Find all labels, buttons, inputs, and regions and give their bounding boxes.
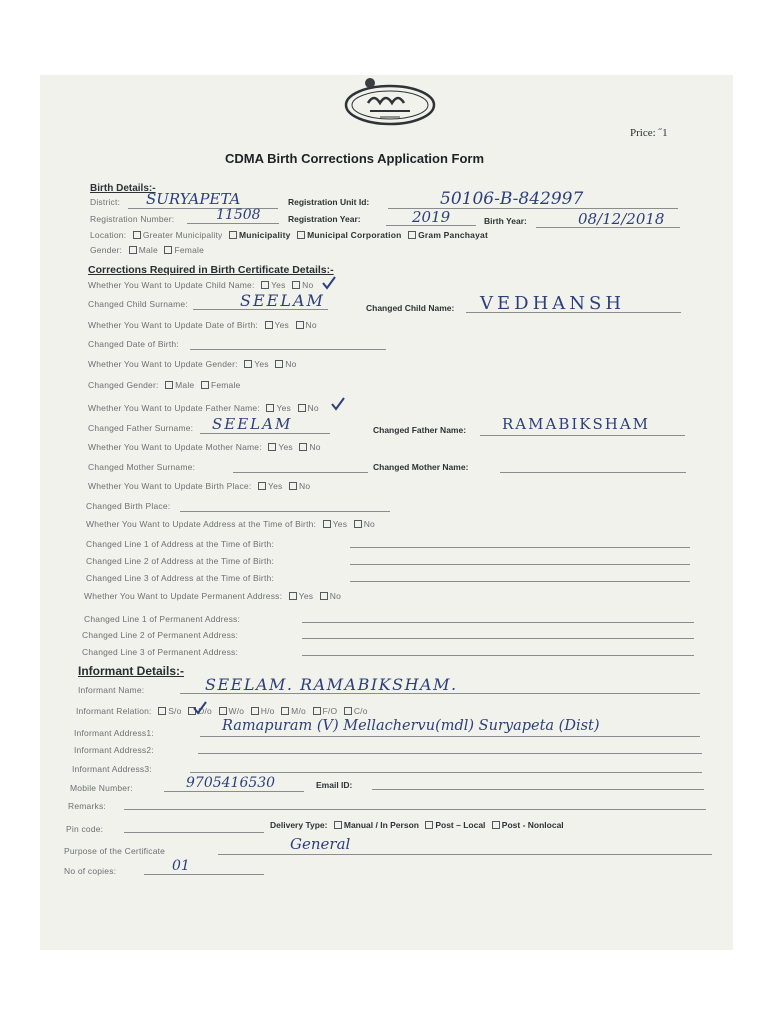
location-option-3: Municipal Corporation: [307, 230, 402, 240]
reg-unit-value[interactable]: 50106-B-842997: [440, 189, 584, 209]
birth-year-label: Birth Year:: [484, 216, 527, 226]
gender-female-checkbox[interactable]: [164, 246, 172, 254]
delivery-post-nonlocal-label: Post - Nonlocal: [501, 820, 564, 830]
informant-relation-label: Informant Relation:: [76, 706, 152, 716]
reg-unit-label: Registration Unit Id:: [288, 197, 370, 207]
purpose-line: [218, 854, 712, 855]
delivery-manual-label: Manual / In Person: [343, 820, 419, 830]
gender-row: [90, 245, 204, 255]
perm-addr-1-label: Changed Line 1 of Permanent Address:: [84, 614, 241, 624]
informant-name-value[interactable]: SEELAM. RAMABIKSHAM.: [205, 675, 458, 694]
changed-gender-row: [88, 380, 240, 390]
no-label: No: [285, 359, 297, 369]
reg-number-line: [187, 223, 279, 224]
relation-mo-label: M/o: [291, 706, 306, 716]
q-address-birth-no-checkbox[interactable]: [354, 520, 362, 528]
q-dob-no-checkbox[interactable]: [296, 321, 304, 329]
relation-fo-checkbox[interactable]: [313, 707, 321, 715]
q-perm-address-label: Whether You Want to Update Permanent Address:: [84, 591, 283, 601]
check-mark-icon: [321, 276, 337, 290]
email-line: [372, 789, 704, 790]
informant-address3-label: Informant Address3:: [72, 764, 152, 774]
q-father-label: Whether You Want to Update Father Name:: [88, 403, 260, 413]
delivery-type-row: [270, 820, 564, 830]
purpose-label: Purpose of the Certificate: [64, 846, 166, 856]
q-child-name-no-checkbox[interactable]: [292, 281, 300, 289]
changed-mother-name-label: Changed Mother Name:: [373, 462, 469, 472]
changed-father-name-line: [480, 435, 685, 436]
q-perm-address-yes-checkbox[interactable]: [289, 592, 297, 600]
delivery-post-local-checkbox[interactable]: [425, 821, 433, 829]
relation-wo-checkbox[interactable]: [219, 707, 227, 715]
perm-addr-3-line: [302, 655, 694, 656]
informant-address1-line: [200, 736, 700, 737]
yes-label: Yes: [298, 591, 314, 601]
no-label: No: [309, 442, 321, 452]
gender-male-label: Male: [138, 245, 158, 255]
changed-father-name-value[interactable]: RAMABIKSHAM: [502, 415, 651, 433]
no-label: No: [363, 519, 375, 529]
relation-fo-label: F/O: [322, 706, 338, 716]
perm-addr-2-label: Changed Line 2 of Permanent Address:: [82, 630, 239, 640]
q-mother-row: [88, 442, 321, 452]
pin-code-label: Pin code:: [66, 824, 104, 834]
location-option-2: Municipality: [239, 230, 291, 240]
q-birth-place-yes-checkbox[interactable]: [258, 482, 266, 490]
reg-year-value[interactable]: 2019: [412, 208, 451, 226]
changed-child-name-label: Changed Child Name:: [366, 303, 455, 313]
q-dob-yes-checkbox[interactable]: [265, 321, 273, 329]
birth-year-value[interactable]: 08/12/2018: [578, 210, 665, 228]
changed-birth-place-line: [180, 511, 390, 512]
q-mother-label: Whether You Want to Update Mother Name:: [88, 442, 262, 452]
reg-number-label: Registration Number:: [90, 214, 175, 224]
delivery-post-local-label: Post – Local: [435, 820, 486, 830]
relation-so-label: S/o: [168, 706, 182, 716]
changed-father-surname-label: Changed Father Surname:: [88, 423, 194, 433]
informant-name-label: Informant Name:: [78, 685, 145, 695]
informant-address1-label: Informant Address1:: [74, 728, 154, 738]
mobile-value[interactable]: 9705416530: [186, 775, 276, 791]
copies-value[interactable]: 01: [172, 858, 190, 874]
remarks-label: Remarks:: [68, 801, 106, 811]
relation-ho-checkbox[interactable]: [251, 707, 259, 715]
informant-address2-line: [198, 753, 702, 754]
male-label: Male: [175, 380, 195, 390]
birth-addr-1-line: [350, 547, 690, 548]
relation-co-label: C/o: [353, 706, 368, 716]
informant-address3-line: [190, 772, 702, 773]
informant-address1-value[interactable]: Ramapuram (V) Mellachervu(mdl) Suryapeta (Dist): [222, 718, 600, 734]
yes-label: Yes: [274, 320, 289, 330]
email-label: Email ID:: [316, 780, 353, 790]
no-label: No: [305, 320, 317, 330]
reg-number-value[interactable]: 11508: [216, 207, 261, 223]
remarks-line: [124, 809, 706, 810]
female-label: Female: [210, 380, 241, 390]
yes-label: Yes: [332, 519, 348, 529]
q-father-yes-checkbox[interactable]: [266, 404, 274, 412]
changed-birth-place-label: Changed Birth Place:: [86, 501, 171, 511]
birth-addr-2-line: [350, 564, 690, 565]
informant-address2-label: Informant Address2:: [74, 745, 154, 755]
changed-child-surname-value[interactable]: SEELAM: [240, 291, 325, 310]
q-birth-place-no-checkbox[interactable]: [289, 482, 297, 490]
relation-co-checkbox[interactable]: [344, 707, 352, 715]
changed-father-surname-line: [200, 433, 330, 434]
q-gender-no-checkbox[interactable]: [275, 360, 283, 368]
changed-dob-label: Changed Date of Birth:: [88, 339, 179, 349]
changed-mother-surname-label: Changed Mother Surname:: [88, 462, 196, 472]
gender-male-checkbox[interactable]: [129, 246, 137, 254]
changed-child-name-value[interactable]: VEDHANSH: [480, 293, 626, 314]
mobile-label: Mobile Number:: [70, 783, 133, 793]
q-address-birth-yes-checkbox[interactable]: [323, 520, 331, 528]
location-label: Location:: [90, 230, 127, 240]
informant-relation-row: [76, 706, 368, 716]
district-label: District:: [90, 197, 121, 207]
changed-dob-line: [190, 349, 386, 350]
birth-addr-1-label: Changed Line 1 of Address at the Time of Birth:: [86, 539, 275, 549]
price-label: Price: ˝1: [630, 127, 668, 139]
q-birth-place-row: [88, 481, 310, 491]
q-mother-no-checkbox[interactable]: [299, 443, 307, 451]
yes-label: Yes: [278, 442, 293, 452]
corrections-heading: Corrections Required in Birth Certificate Details:-: [88, 264, 334, 276]
location-row: [90, 230, 488, 240]
no-label: No: [302, 280, 314, 290]
relation-so-checkbox[interactable]: [158, 707, 166, 715]
copies-label: No of copies:: [64, 866, 117, 876]
gender-label: Gender:: [90, 245, 123, 255]
q-dob-label: Whether You Want to Update Date of Birth:: [88, 320, 258, 330]
location-option-1: Greater Municipality: [142, 230, 223, 240]
location-checkbox-1[interactable]: [133, 231, 141, 239]
form-title: CDMA Birth Corrections Application Form: [225, 151, 485, 166]
purpose-value[interactable]: General: [290, 835, 351, 853]
yes-label: Yes: [271, 280, 286, 290]
changed-child-surname-label: Changed Child Surname:: [88, 299, 188, 309]
changed-gender-female-checkbox[interactable]: [201, 381, 209, 389]
birth-addr-3-line: [350, 581, 690, 582]
delivery-type-label: Delivery Type:: [270, 820, 328, 830]
changed-father-surname-value[interactable]: SEELAM: [212, 415, 293, 433]
reg-year-label: Registration Year:: [288, 214, 361, 224]
q-address-birth-label: Whether You Want to Update Address at the Time of Birth:: [86, 519, 317, 529]
changed-father-name-label: Changed Father Name:: [373, 425, 467, 435]
q-child-name-yes-checkbox[interactable]: [261, 281, 269, 289]
gender-female-label: Female: [174, 245, 205, 255]
q-father-row: [88, 403, 319, 413]
relation-ho-label: H/o: [260, 706, 275, 716]
check-mark-icon: [192, 701, 208, 715]
no-label: No: [299, 481, 311, 491]
relation-wo-label: W/o: [228, 706, 245, 716]
changed-gender-male-checkbox[interactable]: [165, 381, 173, 389]
yes-label: Yes: [254, 359, 269, 369]
pin-code-line: [124, 832, 264, 833]
location-checkbox-2[interactable]: [229, 231, 237, 239]
form-sheet: [40, 75, 733, 950]
q-child-name-row: [88, 280, 313, 290]
birth-addr-2-label: Changed Line 2 of Address at the Time of Birth:: [86, 556, 275, 566]
changed-mother-surname-line: [233, 472, 368, 473]
no-label: No: [329, 591, 342, 601]
perm-addr-1-line: [302, 622, 694, 623]
q-gender-row: [88, 359, 297, 369]
location-checkbox-4[interactable]: [408, 231, 416, 239]
municipal-emblem-logo: [340, 77, 440, 131]
relation-do-label: D/o: [198, 706, 212, 716]
perm-addr-2-line: [302, 638, 694, 639]
q-child-name-label: Whether You Want to Update Child Name:: [88, 280, 255, 290]
q-address-birth-row: [86, 519, 375, 529]
q-gender-label: Whether You Want to Update Gender:: [88, 359, 238, 369]
yes-label: Yes: [276, 403, 291, 413]
perm-addr-3-label: Changed Line 3 of Permanent Address:: [82, 647, 239, 657]
q-birth-place-label: Whether You Want to Update Birth Place:: [88, 481, 252, 491]
check-mark-icon: [330, 397, 346, 411]
mobile-line: [164, 791, 304, 792]
no-label: No: [307, 403, 319, 413]
q-mother-yes-checkbox[interactable]: [268, 443, 276, 451]
delivery-post-nonlocal-checkbox[interactable]: [492, 821, 500, 829]
q-perm-address-no-checkbox[interactable]: [320, 592, 328, 600]
location-option-4: Gram Panchayat: [418, 230, 488, 240]
changed-gender-label: Changed Gender:: [88, 380, 159, 390]
q-father-no-checkbox[interactable]: [298, 404, 306, 412]
copies-line: [144, 874, 264, 875]
q-perm-address-row: [84, 591, 341, 601]
q-dob-row: [88, 320, 317, 330]
district-value[interactable]: SURYAPETA: [146, 190, 241, 208]
informant-heading: Informant Details:-: [78, 664, 185, 678]
q-gender-yes-checkbox[interactable]: [244, 360, 252, 368]
birth-details-heading: Birth Details:-: [90, 183, 156, 194]
relation-mo-checkbox[interactable]: [281, 707, 289, 715]
birth-addr-3-label: Changed Line 3 of Address at the Time of Birth:: [86, 573, 275, 583]
delivery-manual-checkbox[interactable]: [334, 821, 342, 829]
yes-label: Yes: [267, 481, 283, 491]
changed-mother-name-line: [500, 472, 686, 473]
location-checkbox-3[interactable]: [297, 231, 305, 239]
